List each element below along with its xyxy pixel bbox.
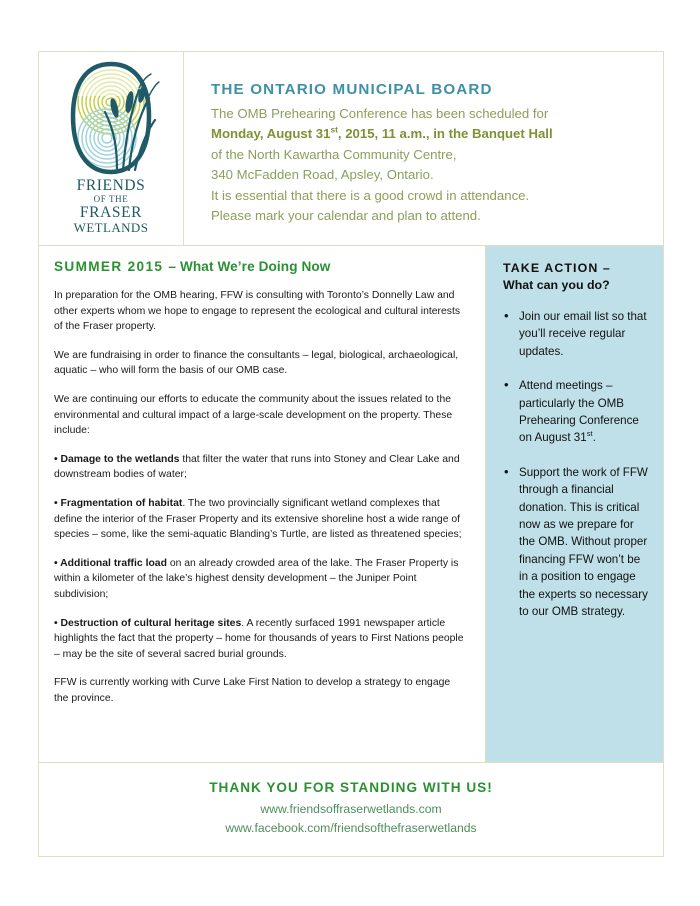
paragraph <box>54 392 467 439</box>
paragraph-text: In preparation for the OMB hearing, FFW is consulting with Toronto’s Donnelly Law and other experts whom we hope to engage to represent the ecological and cultural interests of the Fraser property. <box>54 290 461 333</box>
omb-line-5: It is essential that there is a good crowd in attendance. <box>211 187 530 203</box>
take-action-item-text: Support the work of FFW through a financial donation. This is critical now as we prepare for the OMB. Without proper financing FFW won’t be in a position to engage the experts so necessary to our OMB strategy. <box>519 465 648 619</box>
paragraph <box>54 348 467 379</box>
footer-section <box>39 763 663 855</box>
omb-title: THE ONTARIO MUNICIPAL BOARD <box>211 81 493 98</box>
take-action-item <box>503 464 649 621</box>
paragraph-lead: • Fragmentation of habitat <box>54 497 183 509</box>
paragraph <box>54 452 467 483</box>
omb-line-6: Please mark your calendar and plan to attend. <box>211 208 481 224</box>
omb-line-4: 340 McFadden Road, Apsley, Ontario. <box>211 167 434 183</box>
logo-wordmark <box>74 178 149 234</box>
take-action-title-line-2: What can you do? <box>503 278 610 292</box>
omb-line-1: The OMB Prehearing Conference has been scheduled for <box>211 106 549 121</box>
logo-line-4: WETLANDS <box>73 220 149 235</box>
logo-line-2: OF THE <box>93 193 129 204</box>
take-action-sidebar <box>486 246 663 762</box>
paragraph-text: on an already crowded area of the lake. The Fraser Property is within a kilometer of the lake’s highest density development – the Juniper Point subdivision; <box>54 557 459 600</box>
fingerprint-cattails-logo-icon <box>59 58 163 182</box>
take-action-item <box>503 308 649 360</box>
paragraph-lead: • Damage to the wetlands <box>54 453 180 465</box>
paragraph <box>54 616 467 663</box>
logo-cell <box>39 52 184 245</box>
paragraph-text: that filter the water that runs into Stoney and Clear Lake and downstream bodies of water; <box>54 453 460 481</box>
paragraph <box>54 496 467 543</box>
summer-heading <box>54 259 467 274</box>
omb-line-3: of the North Kawartha Community Centre, <box>211 146 457 162</box>
take-action-item-text: Join our email list so that you’ll receive regular updates. <box>519 310 647 358</box>
omb-line-2 <box>211 124 663 144</box>
header-text-block <box>184 52 663 245</box>
logo-line-1: FRIENDS <box>76 177 146 194</box>
omb-line-2-sup: st <box>330 125 338 136</box>
website-link[interactable]: www.friendsoffraserwetlands.com <box>260 802 442 816</box>
paragraph-text: We are fundraising in order to finance the consultants – legal, biological, archaeological, aquatic – who will form the basis of our OMB case. <box>54 349 459 377</box>
paragraph-text: . A recently surfaced 1991 newspaper article highlights the fact that the property – home for thousands of years to First Nations people – may be the site of several sacred burial grounds. <box>54 617 464 660</box>
paragraph-text: We are continuing our efforts to educate the community about the issues related to the environmental and cultural impact of a large-scale development on the property. These include: <box>54 393 453 437</box>
header-section <box>39 52 663 246</box>
take-action-item-text-after: . <box>592 431 596 445</box>
take-action-title <box>503 260 649 294</box>
paragraph-text: FFW is currently working with Curve Lake First Nation to develop a strategy to engage the province. <box>54 677 451 704</box>
paragraph <box>54 288 467 335</box>
body-section <box>39 246 663 763</box>
take-action-title-line-1: TAKE ACTION – <box>503 261 611 275</box>
summer-heading-a: SUMMER 2015 <box>54 259 169 274</box>
facebook-link[interactable]: www.facebook.com/friendsofthefraserwetlands <box>225 821 477 835</box>
main-column <box>39 246 486 762</box>
take-action-item-text: Attend meetings – particularly the OMB Prehearing Conference on August 31 <box>519 379 639 445</box>
paragraph-lead: • Additional traffic load <box>54 557 167 569</box>
thank-you-heading: THANK YOU FOR STANDING WITH US! <box>209 780 493 795</box>
take-action-item <box>503 377 649 447</box>
omb-line-2-a: Monday, August 31 <box>211 126 331 142</box>
document-frame <box>38 51 664 857</box>
paragraph <box>54 675 467 706</box>
take-action-list <box>503 308 649 621</box>
paragraph <box>54 556 467 603</box>
paragraph-text: . The two provincially significant wetland complexes that define the interior of the Fraser Property and its extensive shoreline host a wide range of species – some, like the semi-aquatic Blanding’s Turtle, are listed as threatened species; <box>54 497 462 541</box>
summer-heading-b: – What We’re Doing Now <box>168 259 331 274</box>
take-action-item-sup: st <box>586 429 593 439</box>
omb-line-2-b: , 2015, 11 a.m., in the Banquet Hall <box>337 126 553 142</box>
logo-line-3: FRASER <box>79 203 143 221</box>
paragraph-lead: • Destruction of cultural heritage sites <box>54 617 242 629</box>
